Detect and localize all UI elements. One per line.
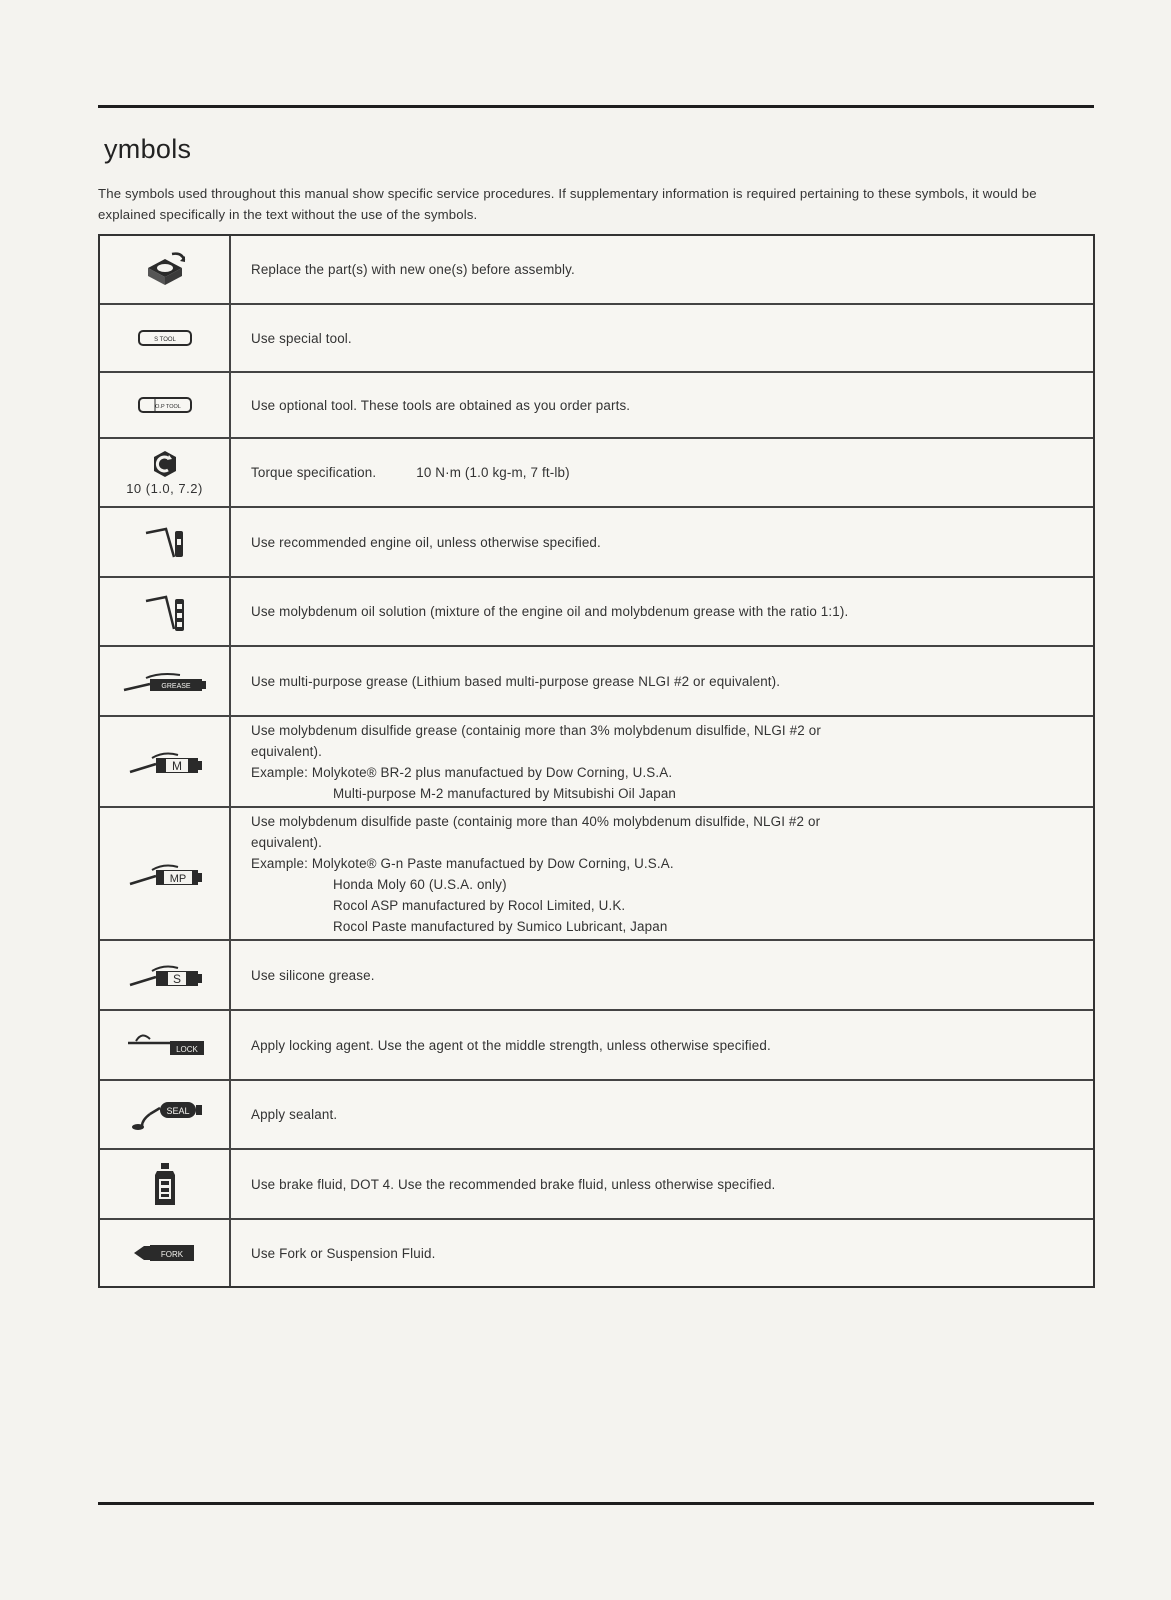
table-row: [100, 647, 1093, 717]
table-row: [100, 1150, 1093, 1220]
table-row: [100, 578, 1093, 647]
symbol-cell: [100, 1081, 231, 1148]
replace-part-icon: [142, 250, 188, 290]
table-row: [100, 305, 1093, 373]
symbol-cell: [100, 808, 231, 939]
table-row: [100, 373, 1093, 439]
table-row: [100, 941, 1093, 1011]
silicone-grease-icon: [120, 959, 210, 991]
row-text: Use Fork or Suspension Fluid.: [251, 1245, 436, 1261]
symbol-cell: [100, 373, 231, 437]
table-row: [100, 236, 1093, 305]
molybdenum-paste-icon-label: MP: [169, 872, 186, 885]
silicone-grease-icon-label: S: [172, 972, 181, 986]
molybdenum-grease-icon: [120, 746, 210, 778]
molybdenum-grease-icon-label: M: [171, 758, 182, 773]
torque-icon-label: 10 (1.0, 7.2): [126, 481, 203, 496]
fork-fluid-icon: [130, 1240, 200, 1266]
locking-agent-icon-label: LOCK: [175, 1045, 198, 1054]
row-text: Use brake fluid, DOT 4. Use the recommended brake fluid, unless otherwise specified.: [251, 1176, 776, 1192]
symbol-cell: [100, 1150, 231, 1218]
symbol-cell: [100, 647, 231, 715]
row-text: Use molybdenum disulfide paste (containig more than 40% molybdenum disulfide, NLGI #2 or: [251, 813, 821, 829]
table-row: [100, 1011, 1093, 1081]
table-row: [100, 439, 1093, 508]
grease-icon-label: GREASE: [160, 683, 191, 690]
symbol-cell: [100, 717, 231, 806]
symbol-cell: [100, 236, 231, 303]
molybdenum-oil-icon: [142, 591, 188, 633]
row-text: Example: Molykote® G-n Paste manufactued by Dow Corning, U.S.A.: [251, 855, 674, 871]
symbols-table: [98, 234, 1095, 1288]
brake-fluid-icon: [153, 1161, 177, 1207]
optional-tool-icon: [137, 395, 193, 415]
row-text: Rocol ASP manufactured by Rocol Limited, U.K.: [333, 897, 626, 913]
row-text: Use silicone grease.: [251, 967, 375, 983]
torque-wrench-icon: [150, 449, 180, 479]
engine-oil-icon: [142, 523, 188, 561]
row-text: Honda Moly 60 (U.S.A. only): [333, 876, 507, 892]
sealant-icon-label: SEAL: [165, 1105, 190, 1116]
row-text: Use special tool.: [251, 330, 352, 346]
top-rule: [98, 105, 1094, 108]
row-text: Use multi-purpose grease (Lithium based multi-purpose grease NLGI #2 or equivalent).: [251, 673, 781, 689]
optional-tool-icon-label: O.P TOOL: [154, 404, 181, 410]
bottom-rule: [98, 1502, 1094, 1505]
symbol-cell: [100, 439, 231, 506]
intro-paragraph: The symbols used throughout this manual show specific service procedures. If supplementary information is required pertaining to these symbols, it would be explained specifically in the text without the use of the symbols.: [98, 186, 1037, 222]
row-text: Rocol Paste manufactured by Sumico Lubricant, Japan: [333, 918, 668, 934]
row-text: Example: Molykote® BR-2 plus manufactued by Dow Corning, U.S.A.: [251, 764, 673, 780]
special-tool-icon-label: S TOOL: [153, 337, 176, 343]
torque-value: 10 N·m (1.0 kg-m, 7 ft-lb): [416, 465, 570, 480]
symbol-cell: [100, 305, 231, 371]
table-row: [100, 508, 1093, 578]
symbol-cell: [100, 508, 231, 576]
table-row: [100, 1220, 1093, 1286]
page-title: ymbols: [104, 134, 192, 164]
row-text: Use molybdenum disulfide grease (containig more than 3% molybdenum disulfide, NLGI #2 or: [251, 722, 821, 738]
row-text: Use recommended engine oil, unless otherwise specified.: [251, 534, 601, 550]
grease-icon: [120, 666, 210, 696]
row-text: Multi-purpose M-2 manufactured by Mitsubishi Oil Japan: [333, 785, 677, 801]
row-text: Apply sealant.: [251, 1107, 338, 1122]
row-text: Use molybdenum oil solution (mixture of the engine oil and molybdenum grease with the ratio 1:1).: [251, 604, 849, 619]
row-text: Replace the part(s) with new one(s) before assembly.: [251, 262, 575, 277]
locking-agent-icon: [120, 1029, 210, 1061]
row-text: equivalent).: [251, 834, 323, 850]
fork-fluid-icon-label: FORK: [160, 1250, 183, 1259]
row-text: equivalent).: [251, 743, 323, 759]
table-row: [100, 717, 1093, 808]
row-text: Use optional tool. These tools are obtained as you order parts.: [251, 397, 631, 413]
symbol-cell: [100, 941, 231, 1009]
table-row: [100, 1081, 1093, 1150]
symbol-cell: [100, 1220, 231, 1286]
symbol-cell: [100, 1011, 231, 1079]
molybdenum-paste-icon: [120, 858, 210, 890]
special-tool-icon: [137, 328, 193, 348]
row-text: Torque specification.: [251, 465, 377, 480]
row-text: Apply locking agent. Use the agent ot the middle strength, unless otherwise specified.: [251, 1037, 771, 1053]
sealant-icon: [120, 1098, 210, 1132]
symbol-cell: [100, 578, 231, 645]
table-row: [100, 808, 1093, 941]
